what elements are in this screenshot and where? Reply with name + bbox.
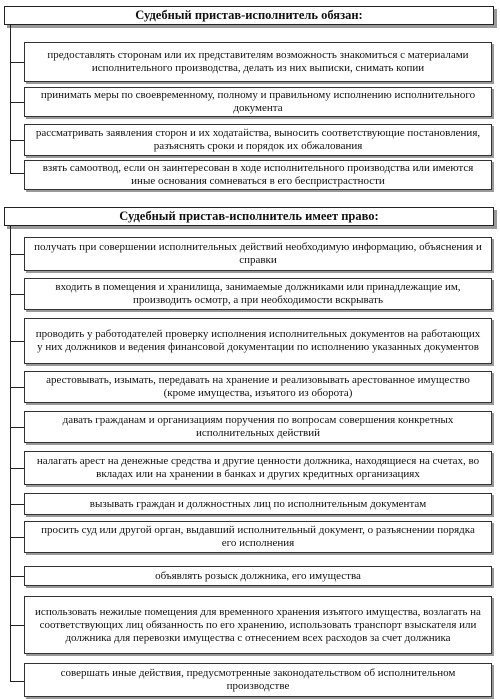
connector (10, 504, 24, 505)
right-item-5: давать гражданам и организациям поручения по вопросам совершения конкретных исполнительных действий (24, 411, 492, 443)
connector (10, 294, 24, 295)
connector (10, 387, 24, 388)
right-item-2: входить в помещения и хранилища, занимаемые должниками или принадлежащие им, производить осмотр, а при необходимости вскрывать (24, 278, 492, 310)
obligations-header: Судебный пристав-исполнитель обязан: (4, 6, 494, 25)
right-item-4: арестовывать, изымать, передавать на хранение и реализовывать арестованное имущество (кроме имущества, изъятого из оборота) (24, 371, 492, 403)
right-item-1: получать при совершении исполнительных действий необходимую информацию, объяснения и справки (24, 237, 492, 271)
connector (10, 254, 24, 255)
obligations-stem (10, 25, 11, 173)
obligation-item-4: взять самоотвод, если он заинтересован в ходе исполнительного производства или имеются иные основания сомневаться в его беспристрастности (24, 160, 492, 190)
obligation-item-1: предоставлять сторонам или их представителям возможность знакомиться с материалами исполнительного производства, делать из них выписки, снимать копии (24, 42, 492, 82)
connector (10, 468, 24, 469)
connector (10, 625, 24, 626)
right-item-9: объявлять розыск должника, его имущества (24, 566, 492, 586)
connector (10, 341, 24, 342)
obligation-item-3: рассматривать заявления сторон и их ходатайства, выносить соответствующие постановления, разъяснять сроки и порядок их обжалования (24, 124, 492, 156)
connector (10, 537, 24, 538)
connector (10, 681, 24, 682)
obligation-item-2: принимать меры по своевременному, полному и правильному исполнению исполнительного документа (24, 87, 492, 117)
connector (10, 62, 24, 63)
right-item-8: просить суд или другой орган, выдавший исполнительный документ, о разъяснении порядка его исполнения (24, 521, 492, 553)
connector (10, 173, 24, 174)
connector (10, 140, 24, 141)
connector (10, 102, 24, 103)
connector (10, 576, 24, 577)
right-item-10: использовать нежилые помещения для временного хранения изъятого имущества, возлагать на соответствующих лиц обязанность по его хранению, использовать транспорт взыскателя или должника для перевозки имущества с отнесением всех расходов за счет должника (24, 596, 492, 654)
right-item-6: налагать арест на денежные средства и другие ценности должника, находящиеся на счетах, во вкладах или на хранении в банках и других кредитных организациях (24, 451, 492, 485)
rights-header: Судебный пристав-исполнитель имеет право: (4, 207, 494, 226)
right-item-7: вызывать граждан и должностных лиц по исполнительным документам (24, 493, 492, 515)
connector (10, 427, 24, 428)
right-item-3: проводить у работодателей проверку исполнения исполнительных документов на работающих у них должников и ведения финансовой документации по исполнению указанных документов (24, 318, 492, 364)
right-item-11: совершать иные действия, предусмотренные законодательством об исполнительном производстве (24, 663, 492, 697)
